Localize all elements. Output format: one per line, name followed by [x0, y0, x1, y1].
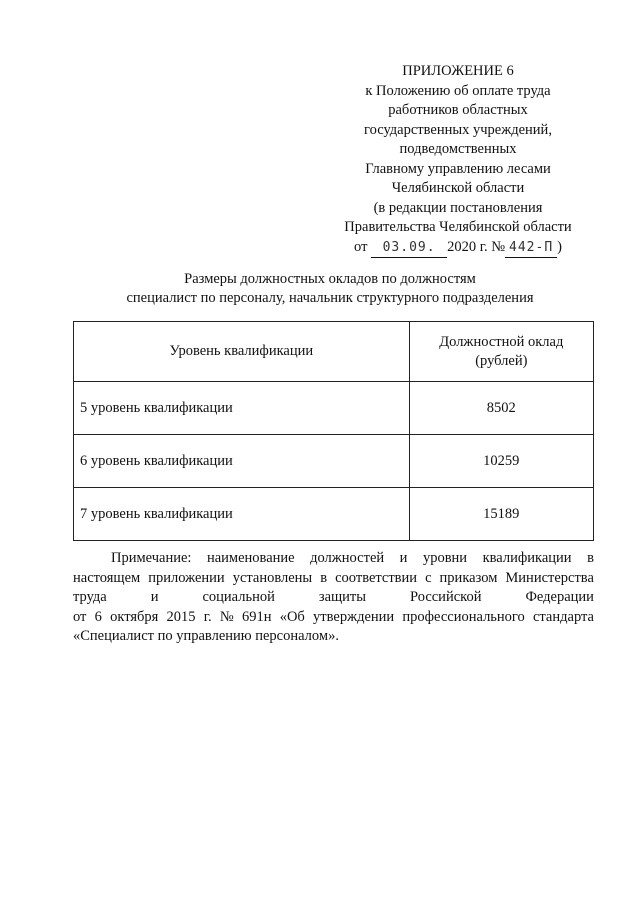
appendix-title: ПРИЛОЖЕНИЕ 6 [402, 63, 514, 79]
appendix-line: государственных учреждений, [364, 121, 552, 138]
appendix-line: подведомственных [399, 141, 517, 157]
note-word: приказом [439, 569, 498, 586]
date-prefix: от [354, 238, 368, 255]
note-word: профессионального [402, 608, 525, 625]
note-word: социальной [202, 589, 275, 605]
handwritten-date: 03.09. [382, 239, 436, 255]
note-word: приложении [148, 569, 225, 586]
note-word: настоящем [73, 569, 141, 586]
note-word: уровни [422, 550, 468, 566]
qualification-level: 5 уровень квалификации [74, 382, 410, 435]
note-word: 6 [94, 608, 102, 625]
note-word: должностей [310, 550, 385, 566]
note-word: в [320, 569, 328, 586]
note-word: и [399, 550, 408, 566]
note-paragraph [73, 549, 594, 647]
heading-line-1: Размеры должностных окладов по должностям [184, 271, 476, 287]
note-word: и [150, 589, 159, 605]
table-row [74, 435, 594, 488]
document-heading [60, 270, 600, 308]
note-word: труда [73, 589, 107, 605]
note-word: Российской [410, 589, 482, 605]
note-line-2 [73, 569, 594, 589]
note-word: в [587, 550, 594, 566]
date-blank [371, 238, 447, 259]
salary-value: 10259 [409, 435, 593, 488]
header-salary [409, 322, 593, 382]
note-word: Федерации [525, 589, 594, 605]
note-line-4 [73, 608, 594, 628]
salary-table [73, 321, 594, 541]
note-line-1 [73, 549, 594, 569]
qualification-level: 7 уровень квалификации [74, 488, 410, 541]
table-row [74, 488, 594, 541]
note-word: утверждении [313, 608, 395, 625]
heading-line-2: специалист по персоналу, начальник структурного подразделения [126, 290, 534, 306]
note-word: «Об [279, 608, 305, 625]
note-word: соответствии [335, 569, 418, 586]
note-word: стандарта [532, 608, 594, 625]
appendix-line: работников областных [388, 102, 528, 118]
note-word: защиты [318, 589, 367, 605]
note-word: от [73, 608, 87, 625]
note-word: установлены [232, 569, 313, 586]
qualification-level: 6 уровень квалификации [74, 435, 410, 488]
appendix-line: Челябинской области [391, 180, 525, 196]
note-line-3 [73, 588, 594, 608]
salary-value: 8502 [409, 382, 593, 435]
number-blank [505, 238, 557, 259]
note-word: Министерства [505, 569, 594, 586]
note-word: 2015 [166, 608, 196, 625]
note-word: г. [203, 608, 212, 625]
resolution-date-line [330, 238, 586, 259]
note-word: октября [110, 608, 159, 625]
note-word: наименование [206, 550, 295, 566]
appendix-line: (в редакции постановления [373, 199, 543, 216]
table-row [74, 382, 594, 435]
note-word: квалификации [482, 550, 572, 566]
appendix-header [330, 62, 586, 258]
note-line-5: «Специалист по управлению персоналом». [73, 628, 339, 644]
header-salary-line1: Должностной оклад [439, 333, 564, 350]
year-text: 2020 г. № [447, 238, 506, 255]
table-header-row [74, 322, 594, 382]
note-word: Примечание: [111, 550, 192, 566]
handwritten-number: 442-П [509, 239, 554, 255]
header-salary-line2: (рублей) [475, 352, 528, 369]
note-word: № [219, 608, 234, 625]
appendix-line: Главному управлению лесами [365, 160, 551, 177]
salary-value: 15189 [409, 488, 593, 541]
note-word: 691н [241, 608, 272, 625]
close-paren: ) [557, 238, 562, 255]
note-word: с [425, 569, 432, 586]
header-qualification: Уровень квалификации [74, 322, 410, 382]
appendix-line: Правительства Челябинской области [344, 219, 572, 235]
appendix-line: к Положению об оплате труда [365, 82, 551, 99]
